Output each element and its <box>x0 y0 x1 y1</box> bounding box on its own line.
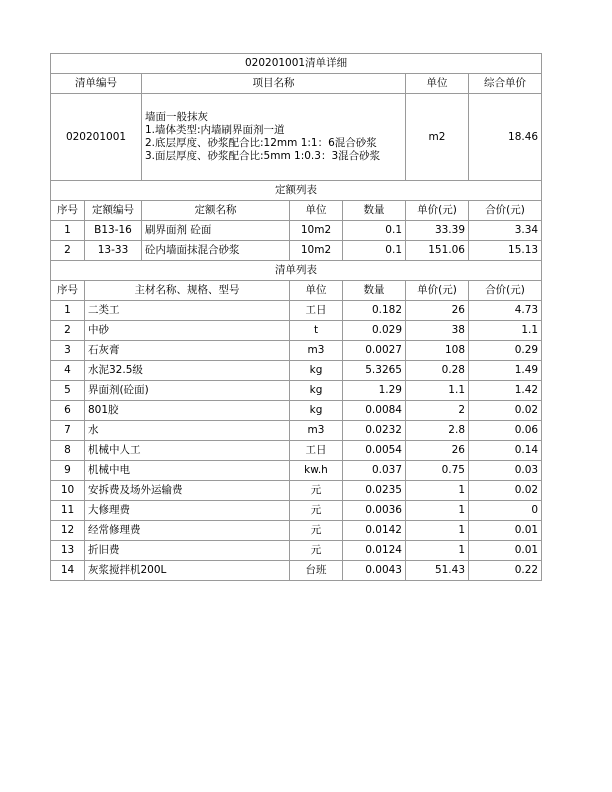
quota-col-qty: 数量 <box>343 201 406 221</box>
quota-price: 151.06 <box>406 241 469 261</box>
material-unit: kg <box>290 401 343 421</box>
item-price: 18.46 <box>469 94 542 181</box>
quota-unit: 10m2 <box>290 221 343 241</box>
material-qty: 0.182 <box>343 301 406 321</box>
quota-col-code: 定额编号 <box>85 201 142 221</box>
quota-no: 1 <box>51 221 85 241</box>
material-price: 1 <box>406 541 469 561</box>
material-total: 0.14 <box>469 441 542 461</box>
material-unit: kg <box>290 381 343 401</box>
quota-unit: 10m2 <box>290 241 343 261</box>
material-total: 0.29 <box>469 341 542 361</box>
material-unit: 元 <box>290 481 343 501</box>
material-qty: 0.0124 <box>343 541 406 561</box>
material-qty: 5.3265 <box>343 361 406 381</box>
material-no: 1 <box>51 301 85 321</box>
material-total: 0.02 <box>469 401 542 421</box>
material-name: 机械中人工 <box>85 441 290 461</box>
price-header: 综合单价 <box>469 74 542 94</box>
material-total: 4.73 <box>469 301 542 321</box>
item-description: 墙面一般抹灰 1.墙体类型:内墙刷界面剂一道 2.底层厚度、砂浆配合比:12mm 1:1：6混合砂浆 3.面层厚度、砂浆配合比:5mm 1:0.3：3混合砂浆 <box>142 94 406 181</box>
material-no: 14 <box>51 561 85 581</box>
material-no: 4 <box>51 361 85 381</box>
material-row <box>51 321 542 341</box>
material-total: 1.42 <box>469 381 542 401</box>
material-row <box>51 521 542 541</box>
quota-total: 3.34 <box>469 221 542 241</box>
material-no: 9 <box>51 461 85 481</box>
materials-col-name: 主材名称、规格、型号 <box>85 281 290 301</box>
material-row <box>51 421 542 441</box>
material-no: 5 <box>51 381 85 401</box>
material-unit: 台班 <box>290 561 343 581</box>
materials-col-no: 序号 <box>51 281 85 301</box>
material-qty: 1.29 <box>343 381 406 401</box>
material-price: 108 <box>406 341 469 361</box>
material-name: 二类工 <box>85 301 290 321</box>
material-name: 折旧费 <box>85 541 290 561</box>
material-name: 安拆费及场外运输费 <box>85 481 290 501</box>
quota-section-title: 定额列表 <box>51 181 542 201</box>
material-total: 0.06 <box>469 421 542 441</box>
material-price: 1 <box>406 501 469 521</box>
quota-col-no: 序号 <box>51 201 85 221</box>
material-row <box>51 401 542 421</box>
material-price: 1.1 <box>406 381 469 401</box>
quota-qty: 0.1 <box>343 241 406 261</box>
material-name: 机械中电 <box>85 461 290 481</box>
material-row <box>51 461 542 481</box>
material-unit: 元 <box>290 541 343 561</box>
material-qty: 0.029 <box>343 321 406 341</box>
material-total: 0.02 <box>469 481 542 501</box>
quota-col-total: 合价(元) <box>469 201 542 221</box>
material-name: 经常修理费 <box>85 521 290 541</box>
quota-row <box>51 241 542 261</box>
quota-no: 2 <box>51 241 85 261</box>
quota-total: 15.13 <box>469 241 542 261</box>
quota-row <box>51 221 542 241</box>
material-unit: t <box>290 321 343 341</box>
table-title: 020201001清单详细 <box>51 54 542 74</box>
material-qty: 0.0027 <box>343 341 406 361</box>
material-unit: m3 <box>290 341 343 361</box>
item-unit: m2 <box>406 94 469 181</box>
material-total: 0.01 <box>469 541 542 561</box>
material-row <box>51 361 542 381</box>
material-no: 7 <box>51 421 85 441</box>
material-unit: 工日 <box>290 441 343 461</box>
material-name: 801胶 <box>85 401 290 421</box>
material-row <box>51 341 542 361</box>
code-header: 清单编号 <box>51 74 142 94</box>
material-total: 1.1 <box>469 321 542 341</box>
material-total: 0 <box>469 501 542 521</box>
quota-col-price: 单价(元) <box>406 201 469 221</box>
material-row <box>51 441 542 461</box>
material-qty: 0.0235 <box>343 481 406 501</box>
name-header: 项目名称 <box>142 74 406 94</box>
material-price: 1 <box>406 521 469 541</box>
material-price: 2.8 <box>406 421 469 441</box>
quota-name: 砼内墙面抹混合砂浆 <box>142 241 290 261</box>
material-qty: 0.0232 <box>343 421 406 441</box>
quota-name: 刷界面剂 砼面 <box>142 221 290 241</box>
materials-col-total: 合价(元) <box>469 281 542 301</box>
material-price: 26 <box>406 441 469 461</box>
material-no: 3 <box>51 341 85 361</box>
material-unit: m3 <box>290 421 343 441</box>
material-unit: 工日 <box>290 301 343 321</box>
material-name: 灰浆搅拌机200L <box>85 561 290 581</box>
material-no: 2 <box>51 321 85 341</box>
materials-section-title: 清单列表 <box>51 261 542 281</box>
item-code: 020201001 <box>51 94 142 181</box>
material-price: 0.28 <box>406 361 469 381</box>
material-row <box>51 541 542 561</box>
material-qty: 0.0036 <box>343 501 406 521</box>
material-name: 大修理费 <box>85 501 290 521</box>
material-name: 石灰膏 <box>85 341 290 361</box>
material-unit: kg <box>290 361 343 381</box>
quota-price: 33.39 <box>406 221 469 241</box>
material-name: 水泥32.5级 <box>85 361 290 381</box>
material-qty: 0.0084 <box>343 401 406 421</box>
material-price: 51.43 <box>406 561 469 581</box>
quota-col-name: 定额名称 <box>142 201 290 221</box>
bill-detail-table <box>50 53 542 581</box>
material-unit: 元 <box>290 501 343 521</box>
material-name: 水 <box>85 421 290 441</box>
material-row <box>51 381 542 401</box>
quota-col-unit: 单位 <box>290 201 343 221</box>
quota-code: 13-33 <box>85 241 142 261</box>
material-row <box>51 301 542 321</box>
material-price: 26 <box>406 301 469 321</box>
material-qty: 0.037 <box>343 461 406 481</box>
material-no: 13 <box>51 541 85 561</box>
material-total: 1.49 <box>469 361 542 381</box>
material-name: 界面剂(砼面) <box>85 381 290 401</box>
material-price: 38 <box>406 321 469 341</box>
material-price: 0.75 <box>406 461 469 481</box>
material-no: 6 <box>51 401 85 421</box>
quota-qty: 0.1 <box>343 221 406 241</box>
material-no: 11 <box>51 501 85 521</box>
material-qty: 0.0043 <box>343 561 406 581</box>
material-price: 1 <box>406 481 469 501</box>
material-unit: kw.h <box>290 461 343 481</box>
material-unit: 元 <box>290 521 343 541</box>
material-no: 10 <box>51 481 85 501</box>
material-price: 2 <box>406 401 469 421</box>
material-qty: 0.0054 <box>343 441 406 461</box>
materials-col-price: 单价(元) <box>406 281 469 301</box>
material-row <box>51 561 542 581</box>
material-total: 0.22 <box>469 561 542 581</box>
material-qty: 0.0142 <box>343 521 406 541</box>
material-row <box>51 481 542 501</box>
unit-header: 单位 <box>406 74 469 94</box>
material-total: 0.03 <box>469 461 542 481</box>
material-total: 0.01 <box>469 521 542 541</box>
quota-code: B13-16 <box>85 221 142 241</box>
material-no: 12 <box>51 521 85 541</box>
material-no: 8 <box>51 441 85 461</box>
material-row <box>51 501 542 521</box>
materials-col-unit: 单位 <box>290 281 343 301</box>
materials-col-qty: 数量 <box>343 281 406 301</box>
material-name: 中砂 <box>85 321 290 341</box>
